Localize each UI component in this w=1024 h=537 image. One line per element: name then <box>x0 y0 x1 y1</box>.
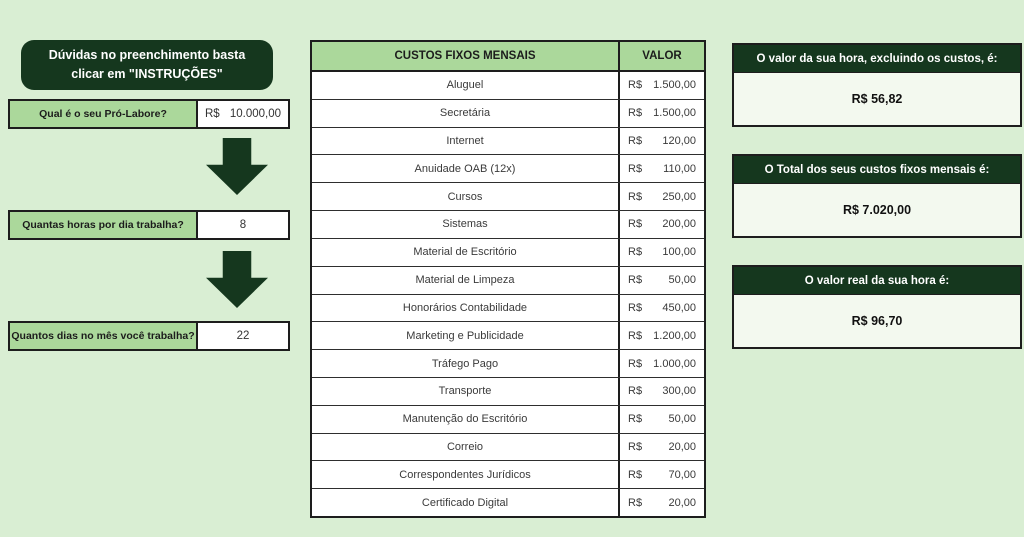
cost-amount: 1.000,00 <box>653 357 696 370</box>
currency-prefix: R$ <box>628 162 643 175</box>
currency-prefix: R$ <box>628 218 643 231</box>
cost-row <box>312 461 704 489</box>
cost-row <box>312 322 704 350</box>
prolabore-value: 10.000,00 <box>229 108 281 120</box>
card-value: R$ 96,70 <box>851 314 903 328</box>
costs-table-body <box>312 72 704 516</box>
cost-name-cell: Manutenção do Escritório <box>312 406 620 433</box>
cost-row <box>312 128 704 156</box>
cost-amount: 120,00 <box>662 135 696 148</box>
cost-row <box>312 434 704 462</box>
cost-name-cell: Certificado Digital <box>312 489 620 516</box>
prolabore-row <box>8 99 290 129</box>
hours-per-day-label: Quantas horas por dia trabalha? <box>10 212 198 238</box>
cost-amount: 1.500,00 <box>653 79 696 92</box>
cost-name-cell: Honorários Contabilidade <box>312 295 620 322</box>
cost-row <box>312 100 704 128</box>
cost-value-cell[interactable] <box>620 211 704 238</box>
result-card-hour-excluding-costs <box>732 43 1022 127</box>
card-title: O valor real da sua hora é: <box>734 267 1020 295</box>
cost-value-cell[interactable] <box>620 434 704 461</box>
card-value: R$ 56,82 <box>851 92 903 106</box>
cost-value-cell[interactable] <box>620 350 704 377</box>
currency-prefix: R$ <box>628 79 643 92</box>
cost-amount: 70,00 <box>668 468 696 481</box>
cost-amount: 50,00 <box>668 413 696 426</box>
down-arrow-icon <box>206 251 268 308</box>
cost-value-cell[interactable] <box>620 183 704 210</box>
cost-name-cell: Internet <box>312 128 620 155</box>
currency-prefix: R$ <box>628 440 643 453</box>
cost-value-cell[interactable] <box>620 128 704 155</box>
cost-amount: 200,00 <box>662 218 696 231</box>
currency-prefix: R$ <box>205 108 220 120</box>
currency-prefix: R$ <box>628 496 643 509</box>
instructions-button-line1: Dúvidas no preenchimento basta <box>48 47 246 62</box>
cost-value-cell[interactable] <box>620 322 704 349</box>
currency-prefix: R$ <box>628 301 643 314</box>
cost-value-cell[interactable] <box>620 72 704 99</box>
cost-amount: 110,00 <box>663 162 696 175</box>
costs-header-value: VALOR <box>642 50 682 62</box>
currency-prefix: R$ <box>628 468 643 481</box>
card-title: O valor da sua hora, excluindo os custos, é: <box>734 45 1020 73</box>
hours-per-day-row <box>8 210 290 240</box>
cost-amount: 20,00 <box>668 496 696 509</box>
cost-value-cell[interactable] <box>620 461 704 488</box>
cost-name-cell: Cursos <box>312 183 620 210</box>
days-per-month-input[interactable]: 22 <box>198 323 288 349</box>
card-value: R$ 7.020,00 <box>842 203 912 217</box>
currency-prefix: R$ <box>628 135 643 148</box>
cost-value-cell[interactable] <box>620 239 704 266</box>
cost-name-cell: Anuidade OAB (12x) <box>312 155 620 182</box>
currency-prefix: R$ <box>628 107 643 120</box>
cost-name-cell: Sistemas <box>312 211 620 238</box>
cost-row <box>312 489 704 516</box>
cost-amount: 1.200,00 <box>653 329 696 342</box>
costs-table-header <box>312 42 704 72</box>
cost-name-cell: Aluguel <box>312 72 620 99</box>
result-card-total-fixed-costs <box>732 154 1022 238</box>
days-per-month-row <box>8 321 290 351</box>
currency-prefix: R$ <box>628 329 643 342</box>
cost-row <box>312 72 704 100</box>
cost-name-cell: Correio <box>312 434 620 461</box>
cost-value-cell[interactable] <box>620 406 704 433</box>
cost-amount: 20,00 <box>668 440 696 453</box>
cost-amount: 450,00 <box>662 301 696 314</box>
cost-row <box>312 406 704 434</box>
instructions-button[interactable] <box>21 40 273 90</box>
prolabore-input[interactable] <box>198 101 288 127</box>
cost-name-cell: Material de Escritório <box>312 239 620 266</box>
hours-per-day-input[interactable]: 8 <box>198 212 288 238</box>
cost-value-cell[interactable] <box>620 295 704 322</box>
cost-row <box>312 155 704 183</box>
costs-header-name: CUSTOS FIXOS MENSAIS <box>312 42 620 70</box>
cost-name-cell: Material de Limpeza <box>312 267 620 294</box>
cost-row <box>312 295 704 323</box>
costs-table <box>310 40 706 518</box>
cost-row <box>312 267 704 295</box>
cost-row <box>312 350 704 378</box>
cost-value-cell[interactable] <box>620 378 704 405</box>
currency-prefix: R$ <box>628 190 643 203</box>
cost-value-cell[interactable] <box>620 155 704 182</box>
result-card-real-hour-value <box>732 265 1022 349</box>
cost-row <box>312 211 704 239</box>
down-arrow-icon <box>206 138 268 195</box>
cost-name-cell: Secretária <box>312 100 620 127</box>
cost-amount: 100,00 <box>662 246 696 259</box>
cost-value-cell[interactable] <box>620 267 704 294</box>
currency-prefix: R$ <box>628 413 643 426</box>
cost-row <box>312 378 704 406</box>
cost-name-cell: Tráfego Pago <box>312 350 620 377</box>
cost-name-cell: Transporte <box>312 378 620 405</box>
days-per-month-label: Quantos dias no mês você trabalha? <box>10 323 198 349</box>
currency-prefix: R$ <box>628 274 643 287</box>
cost-amount: 50,00 <box>668 274 696 287</box>
card-title: O Total dos seus custos fixos mensais é: <box>734 156 1020 184</box>
cost-amount: 300,00 <box>662 385 696 398</box>
cost-amount: 250,00 <box>662 190 696 203</box>
cost-name-cell: Correspondentes Jurídicos <box>312 461 620 488</box>
cost-row <box>312 183 704 211</box>
cost-name-cell: Marketing e Publicidade <box>312 322 620 349</box>
prolabore-label: Qual é o seu Pró-Labore? <box>10 101 198 127</box>
cost-amount: 1.500,00 <box>653 107 696 120</box>
cost-row <box>312 239 704 267</box>
currency-prefix: R$ <box>628 385 643 398</box>
cost-value-cell[interactable] <box>620 489 704 516</box>
currency-prefix: R$ <box>628 357 643 370</box>
currency-prefix: R$ <box>628 246 643 259</box>
cost-value-cell[interactable] <box>620 100 704 127</box>
instructions-button-line2: clicar em "INSTRUÇÕES" <box>71 67 223 81</box>
